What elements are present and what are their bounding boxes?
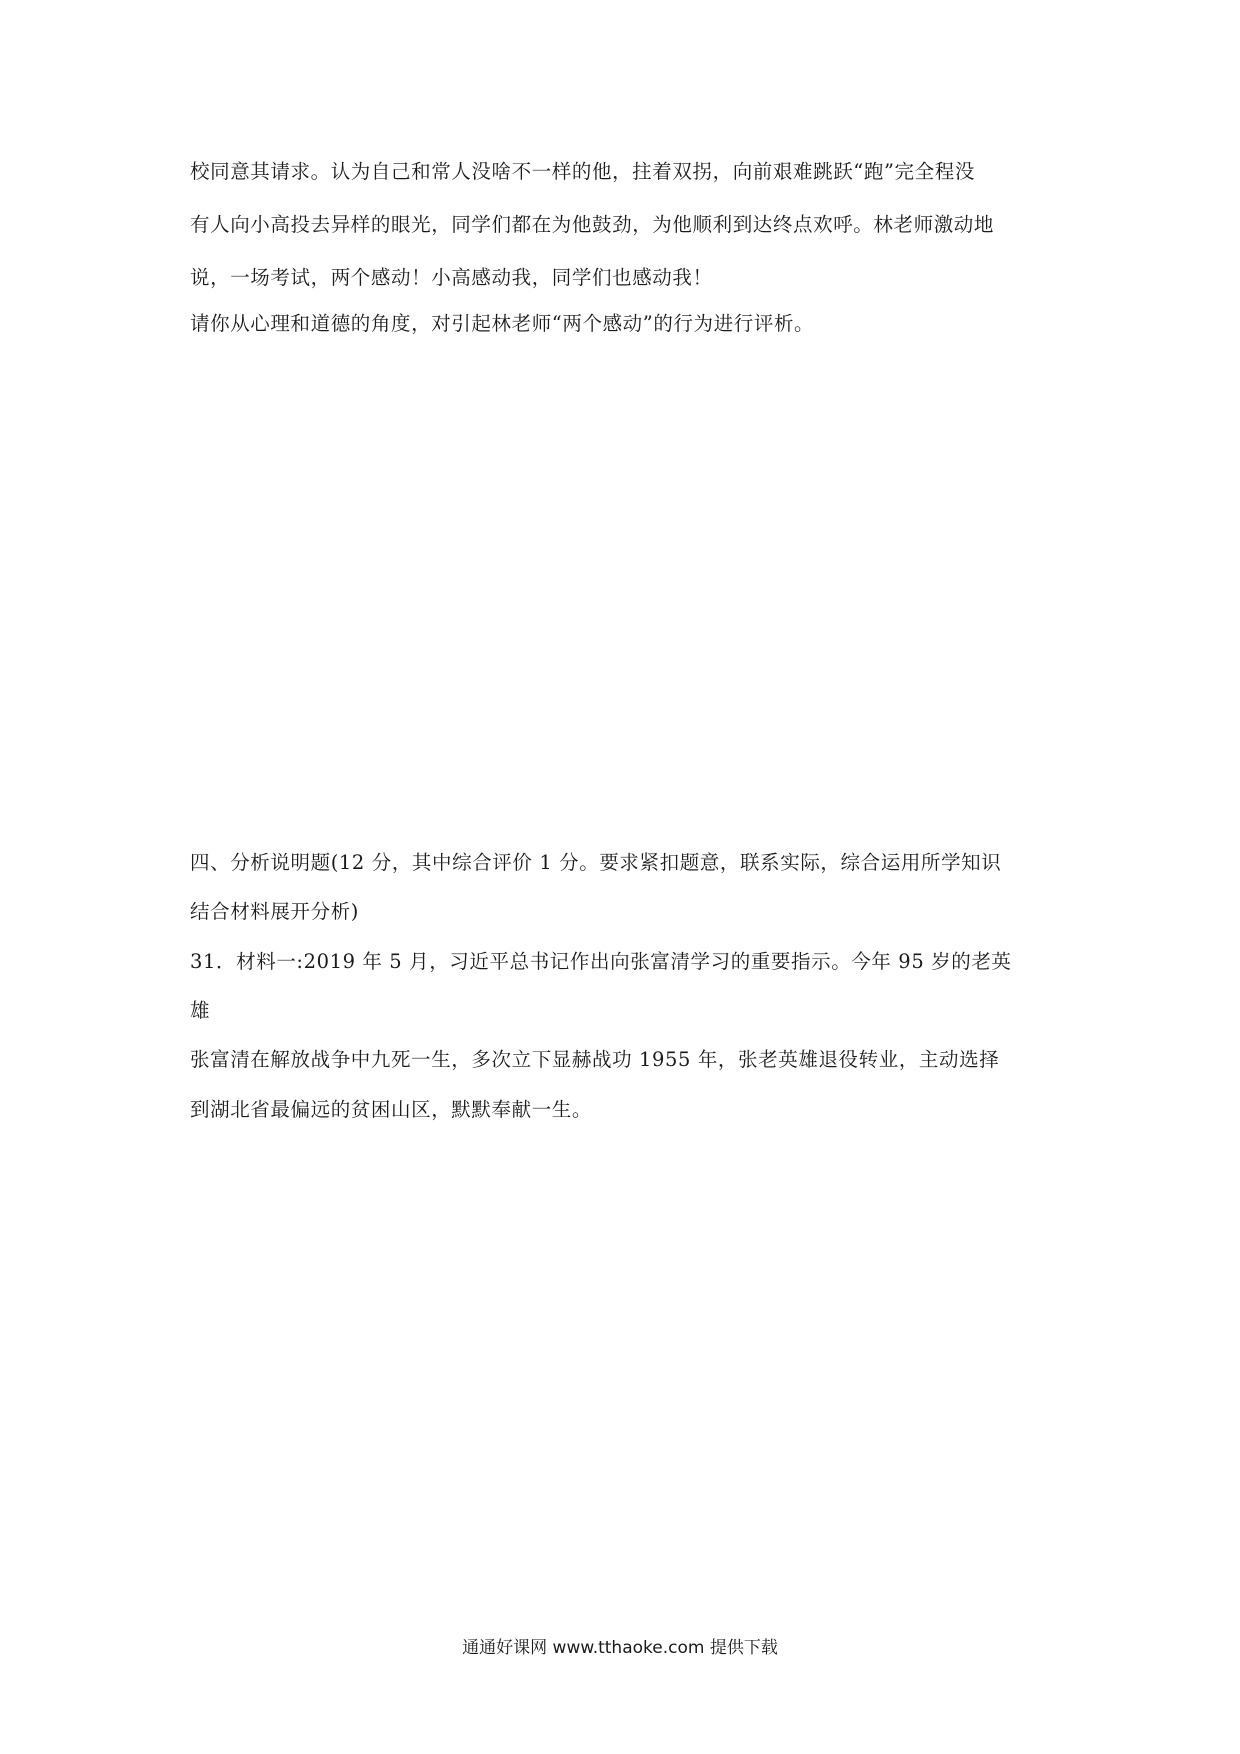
material-line: 雄 (190, 999, 211, 1022)
paragraph-line: 校同意其请求。认为自己和常人没啥不一样的他，拄着双拐，向前艰难跳跃“跑”完全程没 (190, 160, 975, 183)
section-heading: 四、分析说明题(12 分，其中综合评价 1 分。要求紧扣题意，联系实际，综合运用所学知识 (190, 851, 1002, 874)
material-line: 31．材料一:2019 年 5 月，习近平总书记作出向张富清学习的重要指示。今年 95 岁的老英 (190, 950, 1012, 973)
page-footer: 通通好课网 www.tthaoke.com 提供下载 (462, 1638, 778, 1658)
material-line: 到湖北省最偏远的贫困山区，默默奉献一生。 (190, 1098, 593, 1121)
paragraph-line: 有人向小高投去异样的眼光，同学们都在为他鼓劲，为他顺利到达终点欢呼。林老师激动地 (190, 213, 995, 236)
section-heading-continued: 结合材料展开分析) (190, 900, 360, 923)
material-line: 张富清在解放战争中九死一生，多次立下显赫战功 1955 年，张老英雄退役转业，主动选择 (190, 1048, 1000, 1071)
paragraph-line: 说，一场考试，两个感动！小高感动我，同学们也感动我！ (190, 266, 713, 289)
question-prompt: 请你从心理和道德的角度，对引起林老师“两个感动”的行为进行评析。 (190, 312, 815, 335)
